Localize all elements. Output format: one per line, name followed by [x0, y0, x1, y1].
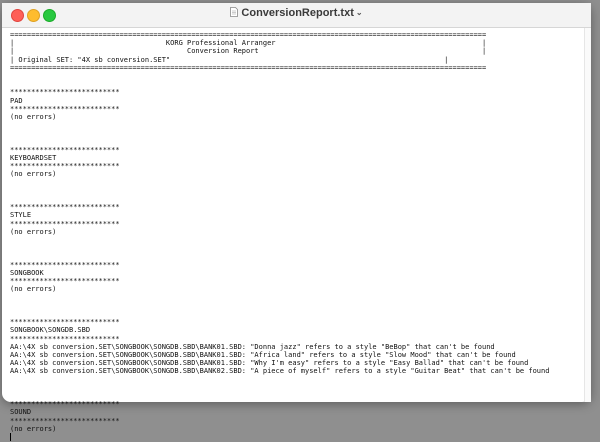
text-editor-window — [2, 3, 591, 433]
report-header-line: | Conversion Report | — [10, 47, 487, 56]
chevron-down-icon[interactable]: ⌄ — [355, 8, 363, 17]
text-document-icon — [230, 7, 238, 17]
section-rule: ************************** — [10, 145, 120, 154]
section-message: AA:\4X sb conversion.SET\SONGBOOK\SONGDB.SBD\BANK01.SBD: "Donna jazz" refers to a style "BeBop" that can't be found — [10, 342, 495, 351]
report-text — [10, 31, 585, 442]
section-rule: ************************** — [10, 219, 120, 228]
section-rule: ************************** — [10, 88, 120, 97]
section-rule: ************************** — [10, 260, 120, 269]
report-header-line: ================================================================================================================= — [10, 31, 487, 39]
section-message: AA:\4X sb conversion.SET\SONGBOOK\SONGDB.SBD\BANK01.SBD: "Why I'm easy" refers to a style "Easy Ballad" that can't be found — [10, 359, 529, 368]
section-rule: ************************** — [10, 162, 120, 171]
section-rule: ************************** — [10, 334, 120, 343]
window-title-area[interactable] — [2, 7, 591, 19]
section-message: (no errors) — [10, 424, 57, 433]
section-message: (no errors) — [10, 227, 57, 236]
title-bar[interactable] — [2, 3, 591, 28]
section-message: (no errors) — [10, 285, 57, 294]
report-header-line: | KORG Professional Arranger | — [10, 39, 487, 48]
section-title: SONGBOOK\SONGDB.SBD — [10, 326, 91, 335]
section-message: AA:\4X sb conversion.SET\SONGBOOK\SONGDB.SBD\BANK02.SBD: "A piece of myself" refers to a style "Guitar Beat" that can't be found — [10, 367, 550, 376]
section-rule: ************************** — [10, 277, 120, 286]
section-title: PAD — [10, 96, 23, 105]
section-rule: ************************** — [10, 104, 120, 113]
section-message: (no errors) — [10, 170, 57, 179]
text-area[interactable] — [2, 28, 585, 433]
section-rule: ************************** — [10, 318, 120, 327]
section-message: AA:\4X sb conversion.SET\SONGBOOK\SONGDB.SBD\BANK01.SBD: "Africa land" refers to a style "Slow Mood" that can't be found — [10, 350, 516, 359]
section-title: SONGBOOK — [10, 268, 44, 277]
section-rule: ************************** — [10, 400, 120, 409]
section-message: (no errors) — [10, 113, 57, 122]
window-title: ConversionReport.txt — [241, 7, 354, 19]
section-title: KEYBOARDSET — [10, 154, 57, 163]
section-title: SOUND — [10, 408, 32, 417]
report-header-line: | Original SET: "4X sb conversion.SET" | — [10, 55, 449, 64]
text-cursor — [10, 433, 11, 441]
section-title: STYLE — [10, 211, 32, 220]
section-rule: ************************** — [10, 203, 120, 212]
section-rule: ************************** — [10, 416, 120, 425]
vertical-scrollbar[interactable] — [584, 28, 591, 402]
report-header-line: ================================================================================================================= — [10, 63, 487, 72]
